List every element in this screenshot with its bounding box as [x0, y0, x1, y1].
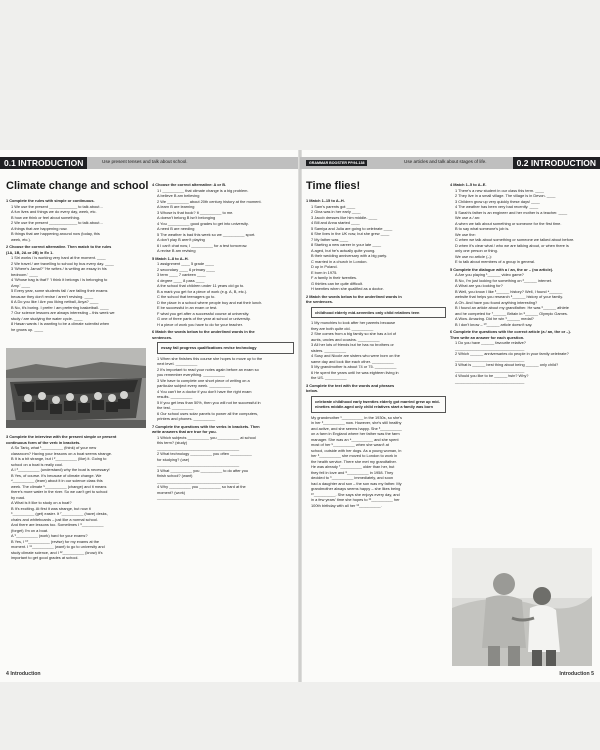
exercise-4-line: 6 I can't chat now, I __________ for a test tomorrow. [157, 242, 248, 248]
exercise-6-line: you remember everything. __________ [157, 372, 225, 377]
exercise-3-line: there's more water in the river. So we can't get to school [11, 489, 108, 494]
exercise-5-line: E be successful in an exam or test. [157, 305, 218, 310]
left-column-1b [6, 432, 148, 561]
left-unit-band [0, 157, 300, 169]
exercise-4-line: 4 You __________ good grades to get into university. [157, 220, 249, 226]
exercise-3-line: A ⁹__________ (work) hard for your exams? [11, 533, 88, 538]
r-exercise-3-line: had a daughter and son – the son was my father. My [311, 480, 402, 486]
r-exercise-1-line: B their wedding anniversary with a big party. [311, 253, 388, 258]
grammar-booster-tag: GRAMMAR BOOSTER PP.94-138 [306, 160, 367, 166]
exercise-6-word-box: essay fail progress qualifications revise technology [157, 342, 294, 354]
r-exercise-3-line: her ⁶__________ she moved to London to work in [311, 453, 398, 458]
exercise-6-line: 6 Our school uses solar panels to power all the computers, [157, 410, 259, 416]
r-exercise-3-line: grandmother always seems happy – she likes being [311, 486, 401, 491]
right-unit-band [300, 157, 600, 169]
r-exercise-3-line: in her ²__________ now. However, she's still healthy [311, 420, 402, 425]
left-unit-tab: 0.1 INTRODUCTION [0, 157, 87, 169]
r-exercise-5-line: A What are you looking for? [455, 283, 503, 288]
exercise-6-line: 4 You can't be a doctor if you don't have the right exam [157, 388, 252, 394]
exercise-2-line: Amy.' ____ [11, 282, 31, 288]
r-exercise-3-line: decided to ⁹__________ immediately, and soon [311, 475, 394, 480]
exercise-5-line: 3 term ____ 7 canteen ____ [157, 272, 206, 277]
r-exercise-4-line: E to talk about members of a group in general. [455, 259, 536, 264]
exercise-3-line: B It is a bit strange, but I ²__________ (like) it. Going to [11, 456, 107, 461]
r-exercise-6-line: ________________________________ [455, 345, 525, 351]
exercise-6-line: the test. __________ [157, 405, 194, 410]
r-exercise-3-line: manager. She was an ⁴__________ and she spent [311, 436, 399, 442]
exercise-3-line: week. The climate ⁵__________ (change) and it means [11, 483, 107, 489]
left-column-2 [152, 180, 294, 501]
exercise-7-line: moment? (work) [157, 489, 186, 495]
exercise-4-line: A doesn't belong B isn't belonging [157, 215, 216, 220]
exercise-5-line: G one of three parts of the year at school or university. [157, 316, 251, 321]
exercise-7-line: ______________________________________ [157, 445, 240, 451]
r-exercise-2-line: the US. __________ [311, 375, 347, 380]
textbook-spread [0, 150, 600, 682]
exercise-4-line: A learn B are learning [157, 204, 195, 209]
r-exercise-3-line: ¹⁰__________. She says she enjoys every day, and [311, 491, 400, 497]
exercise-4-line: A revise B am revising [157, 248, 196, 253]
exercise-4-line: 5 The weather is bad this week so we __________ sport. [157, 231, 256, 237]
r-exercise-4-line: 2 They live in a small village. The village is in Devon. ____ [455, 193, 556, 198]
r-exercise-1-line: 1 Sam's parents got ____ [311, 203, 356, 209]
r-exercise-4-line: 4 The weather has been very bad recently. ____ [455, 204, 539, 209]
left-page [0, 150, 300, 682]
exercise-7-line: ______________________________________ [157, 462, 240, 467]
r-exercise-4-line: C when we talk about something or someone we talked about before. [455, 237, 575, 242]
exercise-2-line: 8 Hasan wants / is wanting to be a climate scientist when [11, 321, 110, 326]
exercise-7-heading: 7 Complete the questions with the verbs in brackets. Then [152, 423, 260, 429]
right-page [300, 150, 600, 682]
r-exercise-1-line: A aged, but he's actually quite young. [311, 247, 376, 253]
exercise-7-line: 2 What technology __________ you often __________ [157, 451, 252, 456]
r-exercise-2-line: sisters. __________ [311, 347, 347, 353]
exercise-3-line: by road. [11, 494, 26, 500]
r-exercise-2-line: aunts, uncles and cousins. __________ [311, 336, 380, 342]
exercise-3-line: important to get good grades at school. [11, 555, 79, 560]
exercise-3-line: B Yes, I ¹⁰__________ (revise) for my exams at the [11, 538, 100, 544]
exercise-6-line: printers and phones. __________ [157, 416, 216, 421]
r-exercise-2-line: 4 Susy and Nicole are sisters who were born on the [311, 353, 400, 358]
r-exercise-4-line: only one person or thing. [455, 248, 498, 253]
exercise-5-heading: 5 Match 1–8 to A–H. [152, 255, 189, 261]
exercise-6-line: next level. __________ [157, 361, 198, 366]
r-exercise-1-line: H twenties when she qualified as a doctor. [311, 286, 384, 291]
exercise-4-line: 3 Whose is that book? It __________ to me. [157, 209, 234, 215]
right-footer [559, 671, 594, 677]
r-exercise-4-line: D when it's clear what / who we are talking about, or when there is [455, 242, 569, 248]
left-page-number: 4 [6, 671, 9, 677]
r-exercise-5-line: B I don't know – ¹⁰______ article doesn't say. [455, 321, 533, 327]
r-exercise-5-heading: 5 Complete the dialogue with a / an, the or – (no article). [450, 266, 554, 272]
r-exercise-5-line: and he competed for ⁷______ Britain in ⁸______ Olympic Games. [455, 310, 568, 316]
exercise-6-heading: 6 Match the words below to the underlined words in the [152, 329, 255, 334]
exercise-2-line: 4 'Whose bag is that?' 'I think it belongs / is belonging to [11, 277, 108, 282]
exercise-4-line: 2 We __________ about 20th century history at the moment. [157, 198, 262, 204]
r-exercise-1-line: C married in a church in London. [311, 258, 368, 264]
exercise-2-line: 5 Every year, some students fail / are failing their exams [11, 288, 108, 293]
r-exercise-4-line: B to say what someone's job is. [455, 226, 510, 231]
r-exercise-3-line: 100th birthday with all her ¹²__________. [311, 502, 382, 508]
r-exercise-6-line: ________________________________ [455, 367, 525, 373]
exercise-3-line: A What is it like to study on a boat? [11, 500, 72, 505]
exercise-2-line: study / are studying the water cycle. ____ [11, 315, 83, 321]
exercise-4-line: A believe B am believing [157, 193, 200, 198]
exercise-6-line: 3 We have to complete one short piece of writing on a [157, 377, 250, 383]
r-exercise-1-line: 4 Bill and Anna started ____ [311, 220, 360, 225]
exercise-7-heading-cont: write answers that are true for you. [152, 429, 217, 434]
exercise-2-heading: 2 Choose the correct alternative. Then match to the rules [6, 244, 112, 249]
exercise-3-line: classroom? Having your lessons on a boat seems strange. [11, 450, 112, 456]
r-exercise-2-line: 3 All her lots of friends but he has no brothers or [311, 342, 394, 347]
exercise-5-line: 2 secondary ____ 6 primary ____ [157, 266, 215, 272]
r-exercise-5-line: website that helps you research ⁵______ history of your family. [455, 294, 563, 299]
r-exercise-3-heading: 3 Complete the text with the words and phrases [306, 382, 395, 388]
grandmother-girl-photo [452, 548, 592, 666]
r-exercise-4-line: 5 Sarah's father is an engineer and her mother is a teacher. ____ [455, 209, 568, 215]
exercise-2-line: B No, it's boring. I prefer / am preferring basketball. ____ [11, 304, 109, 310]
exercise-6-line: 1 When she finishes this course she hopes to move up to the [157, 355, 263, 361]
r-exercise-1-line: 8 Starting a new career in your late ____ [311, 242, 382, 247]
boat-classroom-photo [6, 348, 146, 428]
r-exercise-1-line: D up in Poland. [311, 264, 338, 269]
r-exercise-6-line: 1 Do you have ______ favourite relative? [455, 340, 526, 345]
r-exercise-6-line: 4 Would you like to be ______ twin? Why? [455, 373, 529, 378]
exercise-1-line: 1 We use the present _____________ to talk about… [11, 203, 104, 209]
exercise-3-line: moment. I ¹¹__________ (want) to go to university and [11, 544, 105, 549]
exercise-3-line: A I ³__________ (understand) why the boat is necessary! [11, 467, 110, 472]
r-exercise-4-line: We use the: [455, 231, 476, 237]
exercise-3-heading-cont: continuous form of the verb in brackets. [6, 439, 81, 445]
exercise-3-line: ⁴__________ (learn) about it in our science class this [11, 478, 103, 483]
exercise-4-line: 1 I __________ that climate change is a big problem. [157, 187, 249, 193]
exercise-3-line: chairs and whiteboards – just like a normal school. [11, 516, 98, 522]
r-exercise-3-line: and active, and she seems happy. She ³__________ [311, 425, 402, 431]
exercise-7-line: this term? (study) [157, 440, 188, 445]
exercise-5-line: 1 assignment ____ 5 grade ____ [157, 261, 214, 266]
r-exercise-2-heading-cont: the sentences. [306, 299, 334, 304]
r-exercise-3-line: My grandmother ¹__________ in the 1930s, so she's [311, 414, 402, 420]
exercise-6-line: particular subject every week. __________ [157, 383, 231, 388]
exercise-6-line: 2 It's important to read your notes again before an exam so [157, 366, 259, 372]
exercise-2-line: 2 We travel / are travelling to school by bus every day. ____ [11, 260, 114, 266]
exercise-2-line: bedroom.' ____ [11, 271, 38, 277]
exercise-2-line: he grows up. ____ [11, 326, 44, 332]
exercise-1-line: A things that are happening now. [11, 225, 68, 231]
exercise-2-line: 6 A Do you like / Are you liking netball, Anya? ____ [11, 299, 99, 304]
right-column-1 [306, 196, 446, 508]
r-exercise-3-line: the health service. There she met my grandfather. [311, 458, 397, 464]
r-exercise-2-line: 1 My munchies to look after her parents because [311, 320, 396, 325]
exercise-7-line: 4 Why __________ you __________ so hard at the [157, 484, 246, 489]
exercise-2-line: 1 Siri works / is working very hard at the moment. ____ [11, 255, 106, 260]
r-exercise-3-line: in a few years' time she hopes to ¹¹__________ her [311, 497, 400, 502]
exercise-2-line: 7 Our science lessons are always interesting – this week we [11, 310, 115, 315]
exercise-3-heading: 3 Complete the interview with the present simple or present [6, 434, 117, 439]
r-exercise-1-line: F a family in their twenties. [311, 275, 358, 280]
exercise-7-line: finish school? (want) [157, 473, 193, 478]
exercise-6-line: results. __________ [157, 394, 193, 399]
r-exercise-4-heading: 4 Match 1–5 to A–E. [450, 182, 487, 187]
exercise-5-line: A the school that children under 11 years old go to. [157, 283, 245, 288]
r-exercise-4-line: 3 Children grow up very quickly these days! ____ [455, 198, 540, 204]
exercise-7-line: ______________________________________ [157, 495, 240, 500]
r-exercise-2-line: 2 She comes from a big family so she has a lot of [311, 331, 396, 336]
exercise-3-line: And there are lessons too. Sometimes I ⁸__________ [11, 522, 104, 527]
left-lesson-aim: Use present tenses and talk about school. [102, 159, 188, 164]
left-column-1 [6, 196, 148, 332]
exercise-7-line: for studying? (use) [157, 456, 190, 462]
right-page-title: Time flies! [306, 180, 361, 192]
exercise-3-line: (forget) I'm on a boat. [11, 527, 49, 533]
exercise-1-line: A fun lives and things we do every day, week, etc. [11, 209, 97, 214]
exercise-1-line: week, etc.). [11, 236, 31, 242]
r-exercise-2-line: 6 He spent the years until he was eighteen living in [311, 369, 399, 375]
right-footer-label: Introduction [559, 671, 590, 677]
r-exercise-4-line: 1 There's a new student in our class this term. ____ [455, 187, 544, 193]
r-exercise-4-line: We use no article (–): [455, 253, 492, 259]
exercise-5-line: F what you get after a successful course at university. [157, 310, 250, 316]
r-exercise-3-line: they fell in love and ⁸__________ in 1958. They [311, 469, 394, 475]
right-column-2 [450, 180, 594, 384]
r-exercise-1-line: G thirties can be quite difficult. [311, 280, 364, 286]
exercise-2-heading-cont: (1A, 1B, 2A or 2B) in Ex 1. [6, 249, 54, 255]
exercise-4-line: A don't play B aren't playing [157, 237, 205, 242]
exercise-2-line: 3 'Where's Jamal?' 'He writes / is writing an essay in his [11, 266, 107, 271]
r-exercise-6-line: 3 What is ______ best thing about being ______ only child? [455, 362, 559, 367]
right-page-number: 5 [591, 671, 594, 677]
r-exercise-5-line: A Wow. Amazing. Did he win ⁹______ medal? [455, 316, 534, 321]
exercise-3-line: A So Tariq, what ¹__________ (think) of your new [11, 445, 97, 450]
exercise-3-line: study climate science, and I ¹²__________ (know) it's [11, 549, 103, 555]
left-footer [6, 671, 41, 677]
r-exercise-2-heading: 2 Match the words below to the underlined words in [306, 293, 402, 299]
r-exercise-2-word-box: childhood elderly mid-seventies only child relatives teen [311, 307, 446, 319]
r-exercise-5-line: B No, I'm just looking for something on ²______ internet. [455, 277, 552, 283]
exercise-3-line: school on a boat is really cool. [11, 461, 64, 467]
exercise-1-line: B things that are happening around now (today, this [11, 231, 100, 236]
exercise-5-line: H a piece of work you have to do for your teacher. [157, 321, 243, 327]
r-exercise-1-line: 6 She lives in the UK now, but she grew ____ [311, 231, 390, 236]
left-footer-label: Introduction [10, 671, 41, 677]
exercise-6-heading-cont: sentences. [152, 334, 173, 340]
r-exercise-1-line: 5 Samiya and Julia are going to celebrate ____ [311, 225, 393, 231]
exercise-7-line: 3 What __________ you __________ to do after you [157, 467, 249, 473]
r-exercise-3-line: most of her ⁵__________ when she wasn't at [311, 442, 389, 447]
r-exercise-3-line: He was already ⁷__________ older than her, but [311, 464, 395, 469]
r-exercise-6-line: ________________________________ [455, 356, 525, 362]
exercise-3-line: ⁶__________ (get) easier. It ⁷__________ (have) desks, [11, 511, 108, 516]
r-exercise-4-line: A when we talk about something or someone for the first time. [455, 220, 562, 226]
exercise-3-line: B It's exciting. At first it was strange, but now it [11, 505, 91, 511]
r-exercise-6-heading-cont: Then write an answer for each question. [450, 334, 525, 340]
r-exercise-3-line: on a farm in England where her father was the farm [311, 431, 400, 436]
right-unit-tab: 0.2 INTRODUCTION [513, 157, 600, 169]
exercise-7-line: ______________________________________ [157, 478, 240, 484]
left-page-title: Climate change and school [6, 180, 149, 192]
r-exercise-1-heading: 1 Match 1–15 to A–H. [306, 198, 345, 203]
r-exercise-6-line: ________________________________ [455, 378, 525, 384]
exercise-1-line: B how we think or feel about something. [11, 214, 80, 220]
r-exercise-5-line: B I found an article about my grandfather. He was ⁶______ athlete [455, 305, 569, 310]
exercise-2-line: because they don't revise / aren't revising. ____ [11, 293, 94, 299]
r-exercise-1-line: 3 Jacob dresses like him middle- ____ [311, 214, 378, 220]
r-exercise-4-line: We use a / an: [455, 215, 481, 220]
exercise-7-line: 1 Which subjects __________ you __________ at school [157, 434, 256, 440]
exercise-5-line: C the school that teenagers go to. [157, 294, 216, 299]
r-exercise-1-line: 7 My father was ____ [311, 236, 349, 242]
r-exercise-1-line: E born in 1975. [311, 269, 338, 275]
r-exercise-5-line: A Are you playing ¹______ video game? [455, 272, 524, 277]
exercise-3-line: B Yes, of course. It's because of climate change. We [11, 472, 102, 478]
right-lesson-aim: Use articles and talk about stages of life. [404, 159, 487, 164]
exercise-4-line: A need B are needing [157, 226, 195, 231]
r-exercise-2-line: they are both quite old. __________ [311, 325, 374, 331]
exercise-5-line: 4 degree ____ 8 pass ____ [157, 277, 205, 283]
r-exercise-3-heading-cont: below. [306, 388, 318, 393]
exercise-1-heading: 1 Complete the rules with simple or continuous. [6, 198, 95, 203]
exercise-1-line: 2 We use the present _____________ to talk about… [11, 220, 104, 225]
exercise-6-line: 5 If you get less than 50%, then you will not be successful in [157, 399, 261, 405]
exercise-5-line: D the place in a school where people buy and eat their lunch. [157, 299, 263, 305]
exercise-5-line: B a mark you get for a piece of work (e.g. A, B, etc.). [157, 288, 248, 294]
exercise-4-heading: 4 Choose the correct alternative: A or B. [152, 182, 227, 187]
r-exercise-1-line: 2 Gina was in her early ____ [311, 209, 361, 214]
r-exercise-2-line: same day and look like each other. __________ [311, 358, 394, 364]
r-exercise-6-heading: 6 Complete the questions with the correct article (a / an, the or –). [450, 329, 571, 334]
r-exercise-3-word-box: celebrate childhood early twenties elderly got married grew up mid-nineties middle-aged only child relatives start a family was born [311, 396, 446, 413]
r-exercise-2-line: 5 My grandmother is about 74 or 75. __________ [311, 364, 397, 369]
r-exercise-5-line: B Well, you know I like ³______ history? Well, I found ⁴______ [455, 288, 563, 294]
r-exercise-3-line: school, outside with her dogs. As a young woman, in [311, 447, 402, 453]
r-exercise-6-line: 2 Which ______ anniversaries do people in your family celebrate? [455, 351, 569, 356]
r-exercise-5-line: A Oh. And have you found anything interesting? [455, 299, 538, 305]
